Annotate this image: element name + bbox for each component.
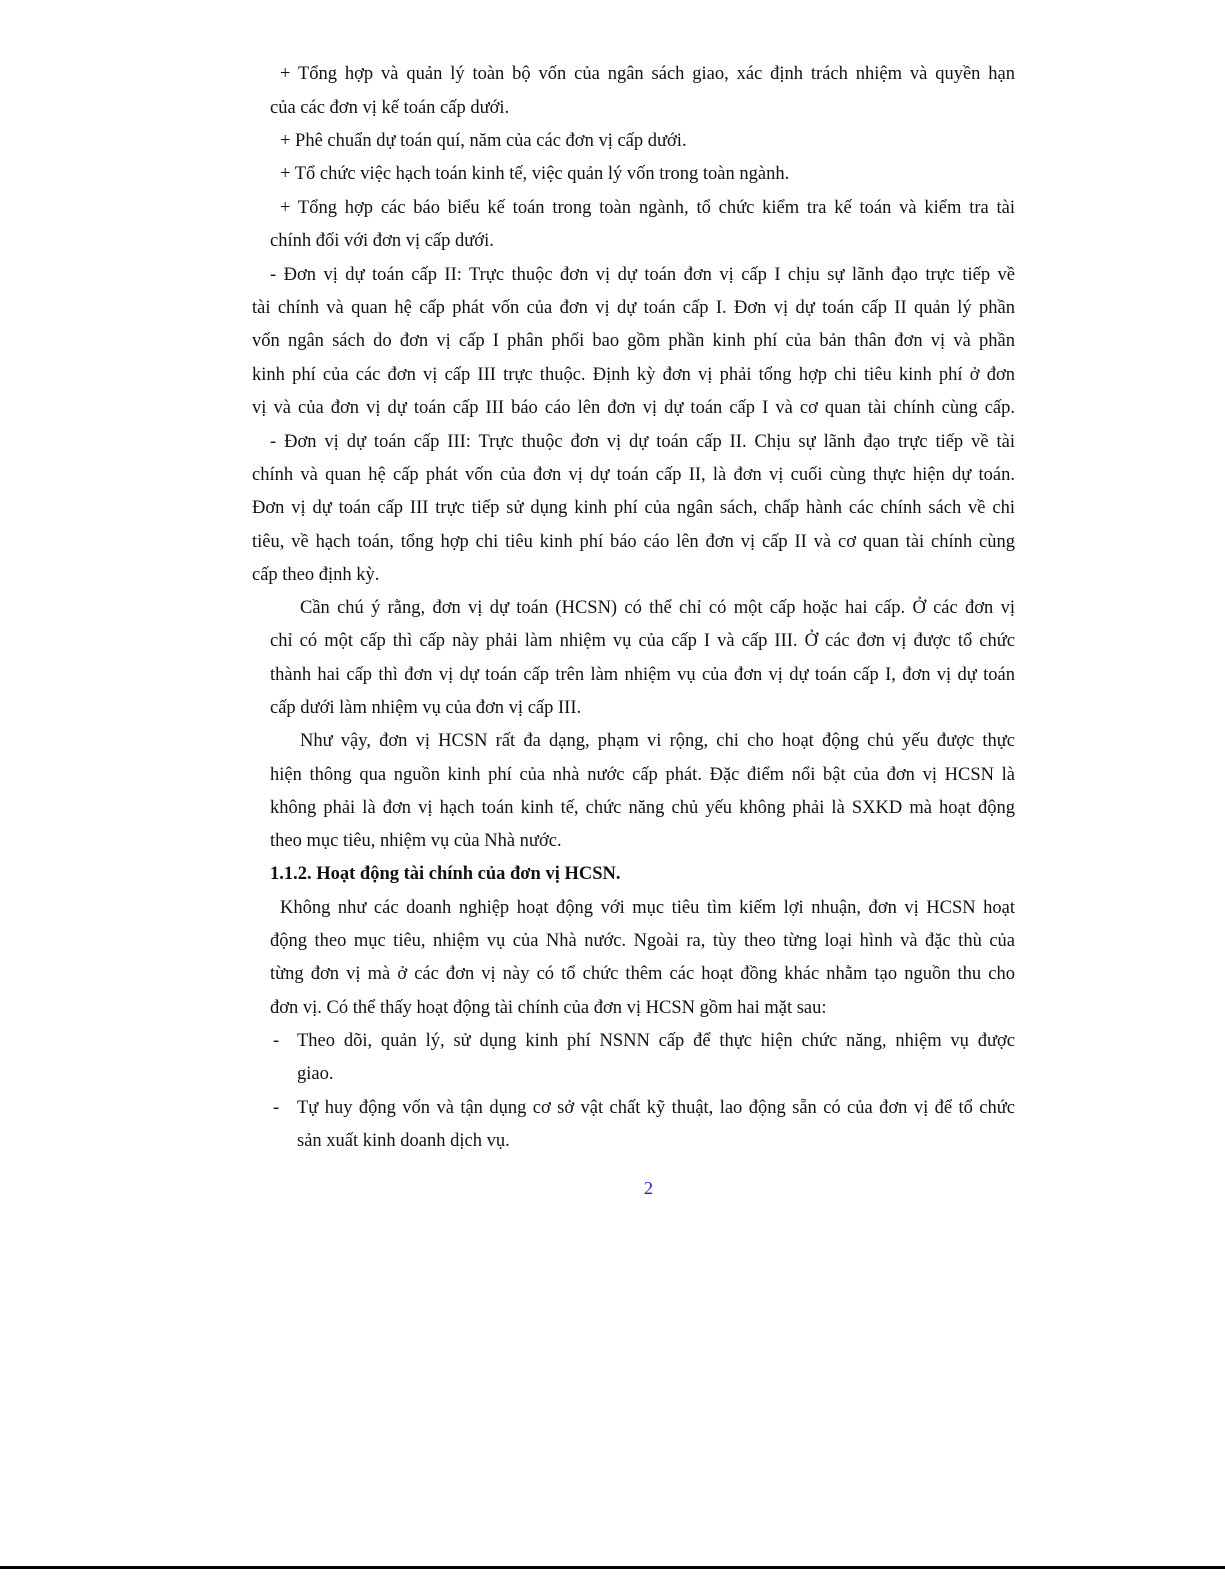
unit-level-3-line-3: Đơn vị dự toán cấp III trực tiếp sử dụng kinh phí của ngân sách, chấp hành các chính sách về chi bbox=[252, 498, 1015, 518]
aspect-1-line-1: Theo dõi, quản lý, sử dụng kinh phí NSNN cấp để thực hiện chức năng, nhiệm vụ được bbox=[297, 1031, 1015, 1051]
note-paragraph-line-2: chỉ có một cấp thì cấp này phải làm nhiệm vụ của cấp I và cấp III. Ở các đơn vị được tổ chức bbox=[270, 631, 1015, 651]
unit-level-3-line-4: tiêu, về hạch toán, tổng hợp chi tiêu kinh phí báo cáo lên đơn vị cấp II và cơ quan tài chính cùng bbox=[252, 532, 1015, 552]
page-number: 2 bbox=[644, 1178, 653, 1198]
unit-level-2-line-4: kinh phí của các đơn vị cấp III trực thuộc. Định kỳ đơn vị phải tổng hợp chi tiêu kinh phí ở đơn bbox=[252, 365, 1015, 385]
unit-level-2-line-2: tài chính và quan hệ cấp phát vốn của đơn vị dự toán cấp I. Đơn vị dự toán cấp II quản lý phần bbox=[252, 298, 1015, 318]
note-paragraph-line-3: thành hai cấp thì đơn vị dự toán cấp trên làm nhiệm vụ của đơn vị dự toán cấp I, đơn vị dự toán bbox=[270, 665, 1015, 685]
unit-level-2-line-5: vị và của đơn vị dự toán cấp III báo cáo lên đơn vị dự toán cấp I và cơ quan tài chính cùng cấp. bbox=[252, 398, 1015, 418]
unit-level-2-line-1: - Đơn vị dự toán cấp II: Trực thuộc đơn vị dự toán đơn vị cấp I chịu sự lãnh đạo trực tiếp về bbox=[270, 265, 1015, 285]
unit-level-2-line-3: vốn ngân sách do đơn vị cấp I phân phối bao gồm phần kinh phí của bản thân đơn vị và phần bbox=[252, 331, 1015, 351]
bottom-edge-rule bbox=[0, 1566, 1225, 1569]
aspect-2-line-1: Tự huy động vốn và tận dụng cơ sở vật chất kỹ thuật, lao động sẵn có của đơn vị để tổ chức bbox=[297, 1098, 1015, 1118]
bullet-consolidate-capital-line-2: của các đơn vị kế toán cấp dưới. bbox=[270, 98, 510, 118]
bullet-approve-estimates: + Phê chuẩn dự toán quí, năm của các đơn vị cấp dưới. bbox=[280, 131, 687, 151]
section-intro-line-3: từng đơn vị mà ở các đơn vị này có tổ chức thêm các hoạt đồng khác nhằm tạo nguồn thu cho bbox=[270, 964, 1015, 984]
unit-level-3-line-1: - Đơn vị dự toán cấp III: Trực thuộc đơn vị dự toán cấp II. Chịu sự lãnh đạo trực tiếp về tài bbox=[270, 432, 1015, 452]
summary-paragraph-line-2: hiện thông qua nguồn kinh phí của nhà nước cấp phát. Đặc điểm nổi bật của đơn vị HCSN là bbox=[270, 765, 1015, 785]
note-paragraph-line-1: Cần chú ý rằng, đơn vị dự toán (HCSN) có thể chỉ có một cấp hoặc hai cấp. Ở các đơn vị bbox=[300, 598, 1015, 618]
bullet-consolidate-reports-line-2: chính đối với đơn vị cấp dưới. bbox=[270, 231, 494, 251]
section-intro-line-4: đơn vị. Có thể thấy hoạt động tài chính của đơn vị HCSN gồm hai mặt sau: bbox=[270, 998, 827, 1018]
unit-level-3-line-5: cấp theo định kỳ. bbox=[252, 565, 380, 585]
aspect-1-marker: - bbox=[273, 1031, 280, 1051]
section-heading: 1.1.2. Hoạt động tài chính của đơn vị HCSN. bbox=[270, 864, 621, 884]
bullet-organize-accounting: + Tổ chức việc hạch toán kinh tế, việc quản lý vốn trong toàn ngành. bbox=[280, 164, 790, 184]
note-paragraph-line-4: cấp dưới làm nhiệm vụ của đơn vị cấp III. bbox=[270, 698, 582, 718]
aspect-2-marker: - bbox=[273, 1098, 280, 1118]
aspect-1-line-2: giao. bbox=[297, 1064, 334, 1084]
bullet-consolidate-reports-line-1: + Tổng hợp các báo biểu kế toán trong toàn ngành, tổ chức kiểm tra kế toán và kiểm tra tài bbox=[280, 198, 1015, 218]
section-intro-line-2: động theo mục tiêu, nhiệm vụ của Nhà nước. Ngoài ra, tùy theo từng loại hình và đặc thù của bbox=[270, 931, 1015, 951]
section-intro-line-1: Không như các doanh nghiệp hoạt động với mục tiêu tìm kiếm lợi nhuận, đơn vị HCSN hoạt bbox=[280, 898, 1015, 918]
aspect-2-line-2: sản xuất kinh doanh dịch vụ. bbox=[297, 1131, 510, 1151]
bullet-consolidate-capital-line-1: + Tổng hợp và quản lý toàn bộ vốn của ngân sách giao, xác định trách nhiệm và quyền hạn bbox=[280, 64, 1015, 84]
summary-paragraph-line-4: theo mục tiêu, nhiệm vụ của Nhà nước. bbox=[270, 831, 562, 851]
unit-level-3-line-2: chính và quan hệ cấp phát vốn của đơn vị dự toán cấp II, là đơn vị cuối cùng thực hiện dự toán. bbox=[252, 465, 1015, 485]
summary-paragraph-line-1: Như vậy, đơn vị HCSN rất đa dạng, phạm vi rộng, chi cho hoạt động chủ yếu được thực bbox=[300, 731, 1015, 751]
summary-paragraph-line-3: không phải là đơn vị hạch toán kinh tế, chức năng chủ yếu không phải là SXKD mà hoạt động bbox=[270, 798, 1015, 818]
